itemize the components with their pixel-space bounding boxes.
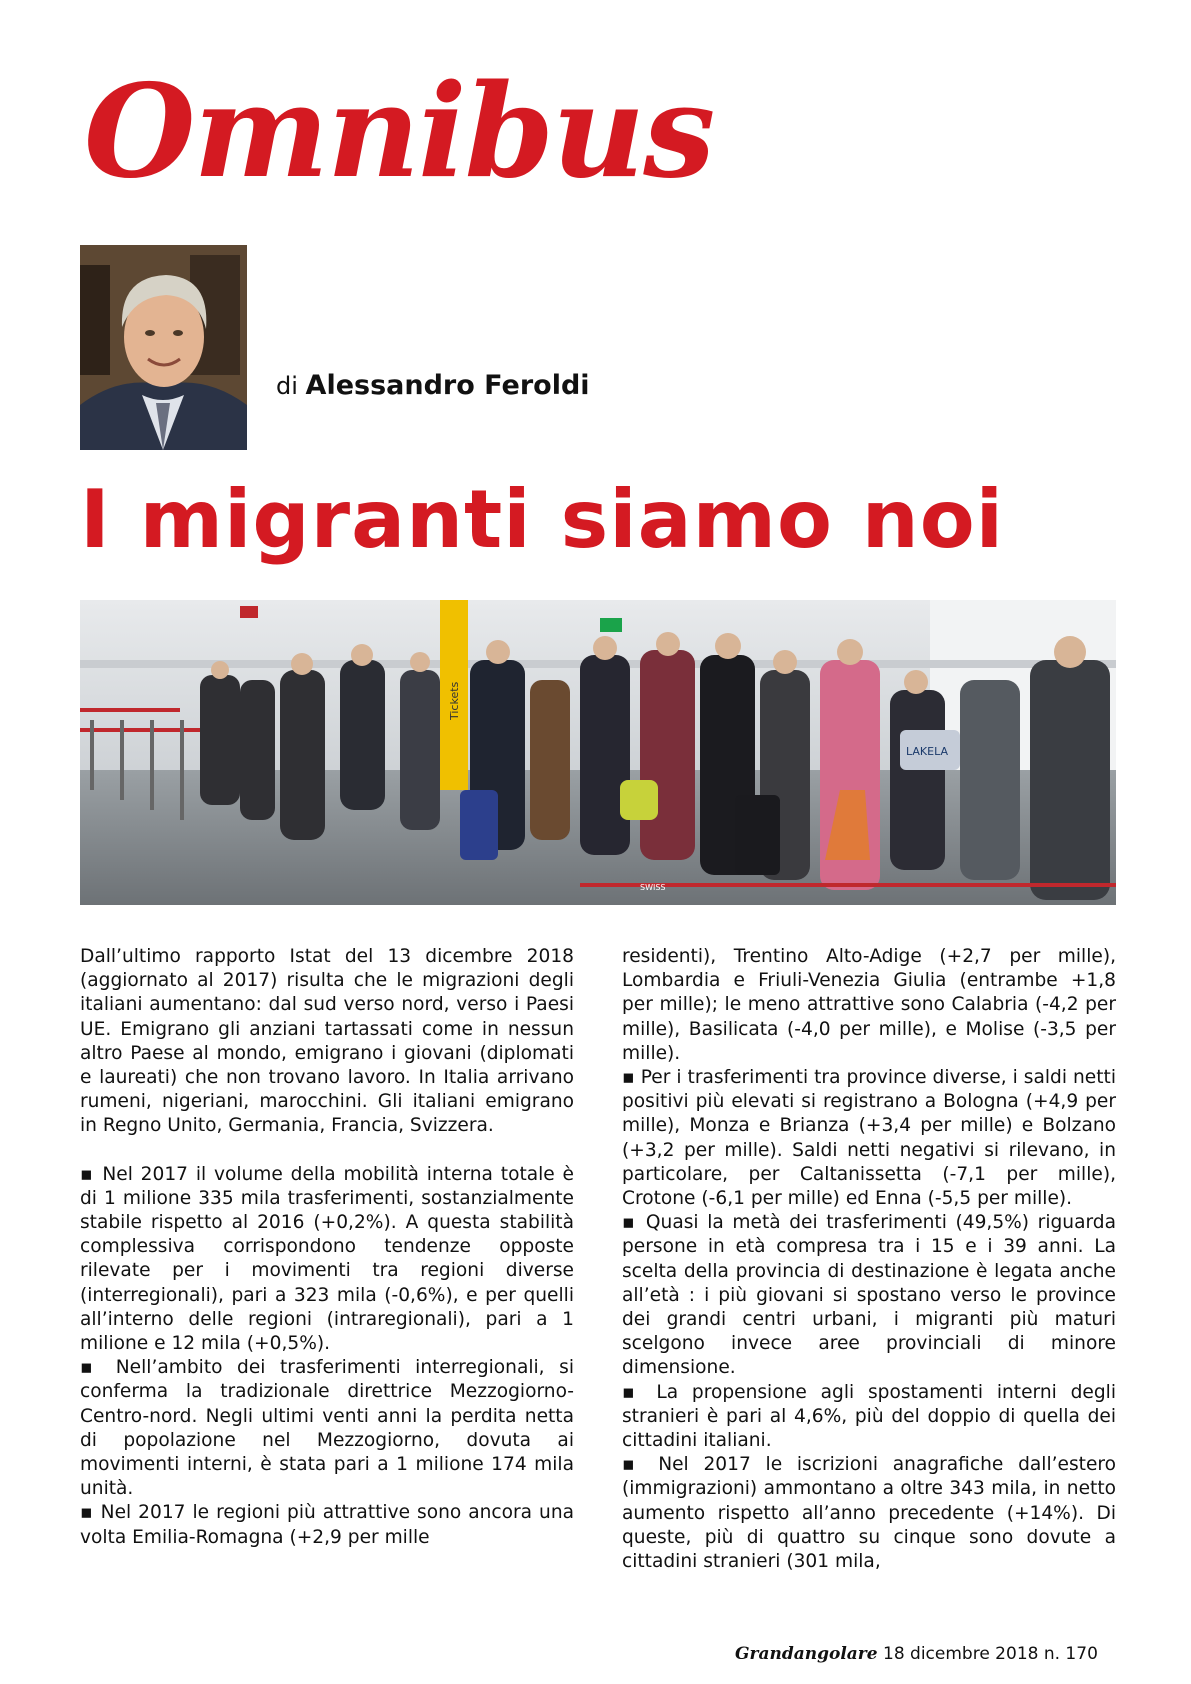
article-paragraph: Dall’ultimo rapporto Istat del 13 dicembre 2018 (aggiornato al 2017) risulta che le migrazioni degli italiani aumentano: dal sud verso nord, verso i Paesi UE. Emigrano gli anziani tartassati come in nessun altro Paese al mondo, emigrano i giovani (diplomati e laureati) che non trovano lavoro. In Italia arrivano rumeni, nigeriani, marocchini. Gli italiani emigrano in Regno Unito, Germania, Francia, Svizzera. — [80, 946, 574, 1137]
article-paragraph: ▪ Nell’ambito dei trasferimenti interregionali, si conferma la tradizionale direttrice Mezzogiorno-Centro-nord. Negli ultimi venti anni la perdita netta di popolazione nel Mezzogiorno, dovuta ai movimenti interni, è stata pari a 1 milione 174 mila unità. — [80, 1357, 574, 1500]
article-paragraph: ▪ La propensione agli spostamenti interni degli stranieri è pari al 4,6%, più del doppio di quella dei cittadini italiani. — [622, 1381, 1116, 1452]
airport-queue-photo — [80, 600, 1116, 905]
article-column-left — [80, 945, 574, 1550]
byline — [276, 370, 590, 401]
article-paragraph: ▪ Per i trasferimenti tra province diverse, i saldi netti positivi più elevati si registrano a Bologna (+4,9 per mille), Monza e Brianza (+3,4 per mille) e Bolzano (+3,2 per mille). Saldi netti negativi si rilevano, in particolare, per Caltanissetta (-7,1 per mille), Crotone (-6,1 per mille) ed Enna (-5,5 per mille). — [622, 1067, 1116, 1210]
article-paragraph: ▪ Quasi la metà dei trasferimenti (49,5%) riguarda persone in età compresa tra i 15 e i 39 anni. La scelta della provincia di destinazione è legata anche all’età : i più giovani si spostano verso le province dei grandi centri urbani, i migranti più maturi scelgono invece aree provinciali di minore dimensione. — [622, 1212, 1116, 1379]
tickets-sign: Tickets — [448, 681, 461, 720]
publication-name: Grandangolare — [735, 1644, 878, 1664]
swiss-barrier-label: SWISS — [640, 883, 666, 892]
article-paragraph: ▪ Nel 2017 le regioni più attrattive sono ancora una volta Emilia-Romagna (+2,9 per mille — [80, 1502, 574, 1548]
byline-author: Alessandro Feroldi — [305, 370, 590, 401]
author-portrait — [80, 245, 247, 450]
lakela-bag-label: LAKELA — [906, 745, 948, 758]
article-paragraph: ▪ Nel 2017 il volume della mobilità interna totale è di 1 milione 335 mila trasferimenti, sostanzialmente stabile rispetto al 2016 (+0,2%). A questa stabilità complessiva corrispondono tendenze opposte rilevate per i movimenti tra regioni diverse (interregionali), pari a 323 mila (-0,6%), e per quelli all’interno delle regioni (intraregionali), pari a 1 milione e 12 mila (+0,5%). — [80, 1163, 574, 1355]
article-headline: I migranti siamo noi — [80, 473, 1005, 566]
page-footer — [735, 1644, 1098, 1664]
article-column-right — [622, 945, 1116, 1574]
article-paragraph: residenti), Trentino Alto-Adige (+2,7 per mille), Lombardia e Friuli-Venezia Giulia (entrambe +1,8 per mille); le meno attrattive sono Calabria (-4,2 per mille), Basilicata (-4,0 per mille), e Molise (-3,5 per mille). — [622, 946, 1116, 1064]
article-paragraph: ▪ Nel 2017 le iscrizioni anagrafiche dall’estero (immigrazioni) ammontano a oltre 343 mila, in netto aumento rispetto all’anno precedente (+14%). Di queste, più di quattro su cinque sono dovute a cittadini stranieri (301 mila, — [622, 1454, 1116, 1573]
masthead-title: Omnibus — [84, 57, 714, 207]
byline-prefix: di — [276, 372, 298, 400]
issue-info: 18 dicembre 2018 n. 170 — [883, 1644, 1098, 1664]
